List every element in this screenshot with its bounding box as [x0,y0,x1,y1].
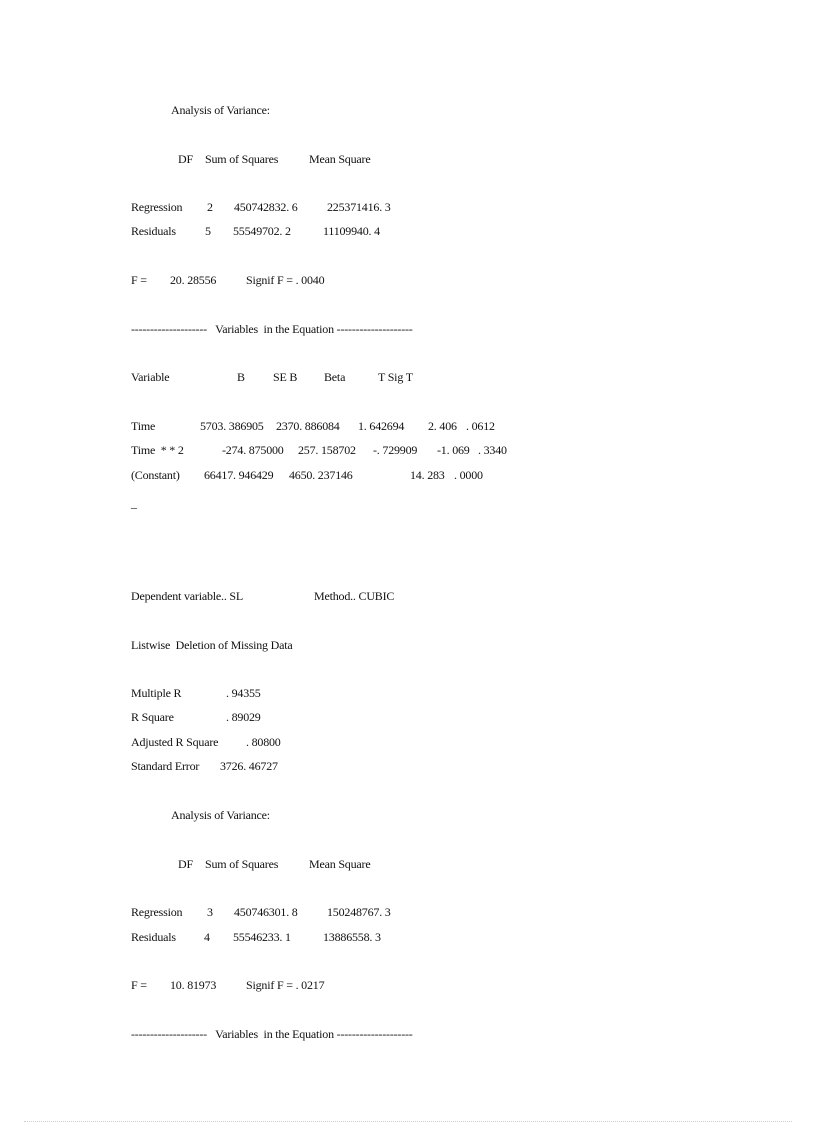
coef-row-beta: 1. 642694 [358,419,405,433]
stat-label: Adjusted R Square [131,735,219,749]
anova-residuals-df: 5 [205,224,211,238]
anova-regression-ms: 150248767. 3 [327,905,391,919]
anova-residuals-df: 4 [204,930,210,944]
f-value: 10. 81973 [170,978,217,992]
stat-value: . 94355 [226,686,261,700]
coef-header-se-b: SE B [273,370,298,384]
anova-header-ms: Mean Square [309,152,371,166]
f-value: 20. 28556 [170,273,217,287]
anova-regression-ss: 450746301. 8 [234,905,298,919]
stat-label: R Square [131,710,174,724]
coef-row-t: -1. 069 [437,443,470,457]
coef-row-t: 14. 283 [410,468,445,482]
stat-label: Standard Error [131,759,200,773]
signif-f: Signif F = . 0217 [246,978,325,992]
stat-value: 3726. 46727 [220,759,278,773]
coef-header-b: B [237,370,245,384]
anova-residuals-label: Residuals [131,224,176,238]
anova-regression-ss: 450742832. 6 [234,200,298,214]
coef-header-variable: Variable [131,370,170,384]
anova-regression-df: 3 [207,905,213,919]
dependent-variable: Dependent variable.. SL [131,589,244,603]
anova-title: Analysis of Variance: [171,103,270,117]
coef-row-b: 5703. 386905 [200,419,264,433]
anova-regression-df: 2 [207,200,213,214]
section-end-mark: _ [131,496,137,510]
coef-row-t: 2. 406 [428,419,457,433]
coef-row-sig: . 0612 [466,419,495,433]
f-label: F = [131,273,147,287]
stat-value: . 89029 [226,710,261,724]
coef-row-se-b: 257. 158702 [298,443,356,457]
signif-f: Signif F = . 0040 [246,273,325,287]
coef-row-beta: -. 729909 [373,443,418,457]
anova-title: Analysis of Variance: [171,808,270,822]
anova-regression-ms: 225371416. 3 [327,200,391,214]
anova-residuals-label: Residuals [131,930,176,944]
coef-row-b: 66417. 946429 [204,468,274,482]
coef-row-se-b: 2370. 886084 [276,419,340,433]
coef-row-sig: . 0000 [454,468,483,482]
method: Method.. CUBIC [314,589,395,603]
anova-header-df: DF [178,152,193,166]
coef-header-t-sig-t: T Sig T [378,370,413,384]
coef-header-beta: Beta [324,370,346,384]
coef-row-sig: . 3340 [478,443,507,457]
anova-residuals-ss: 55549702. 2 [233,224,291,238]
f-label: F = [131,978,147,992]
anova-header-ms: Mean Square [309,857,371,871]
page-bottom-rule [24,1121,792,1122]
stat-label: Multiple R [131,686,182,700]
listwise-deletion-note: Listwise Deletion of Missing Data [131,638,293,652]
anova-header-ss: Sum of Squares [205,857,279,871]
stat-value: . 80800 [246,735,281,749]
anova-regression-label: Regression [131,200,183,214]
anova-residuals-ms: 13886558. 3 [323,930,381,944]
anova-residuals-ms: 11109940. 4 [323,224,380,238]
coef-row-se-b: 4650. 237146 [289,468,353,482]
anova-regression-label: Regression [131,905,183,919]
variables-in-equation-divider: -------------------- Variables in the Equation -------------------- [131,322,413,336]
coef-row-variable: Time * * 2 [131,443,184,457]
anova-header-ss: Sum of Squares [205,152,279,166]
anova-header-df: DF [178,857,193,871]
coef-row-variable: Time [131,419,156,433]
variables-in-equation-divider: -------------------- Variables in the Equation -------------------- [131,1027,413,1041]
anova-residuals-ss: 55546233. 1 [233,930,291,944]
coef-row-variable: (Constant) [131,468,180,482]
coef-row-b: -274. 875000 [222,443,284,457]
